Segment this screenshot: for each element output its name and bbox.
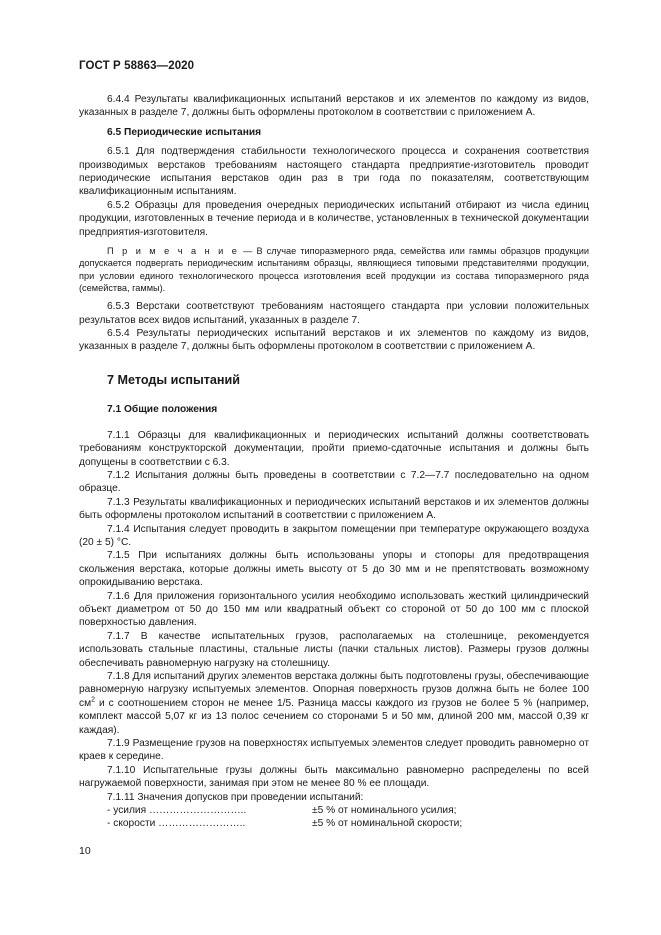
page-number: 10 <box>79 845 91 857</box>
paragraph-7-1-10: 7.1.10 Испытательные грузы должны быть максимально равномерно распределены по всей нагружаемой поверхности, занимая при этом не менее 80 % ее площади. <box>79 764 589 790</box>
paragraph-6-5-1: 6.5.1 Для подтверждения стабильности технологического процесса и сохранения соответствия производимых верстаков требованиям настоящего стандарта предприятие-изготовитель проводит периодические испытания верстаков один раз в три года по показателям, соответствующим квалификационным испытаниям. <box>79 146 589 198</box>
tolerance-row-force <box>107 804 589 817</box>
note <box>79 245 589 294</box>
paragraph-7-1-8-part-a: 7.1.8 Для испытаний других элементов верстака должны быть подготовлены грузы, обеспечивающие равномерную нагрузку испытуемых элементов. Опорная поверхность грузов должна быть не более 100 см <box>79 671 589 709</box>
chapter-heading-7: 7 Методы испытаний <box>107 372 240 387</box>
paragraph-6-4-4: 6.4.4 Результаты квалификационных испытаний верстаков и их элементов по каждому из видов, указанных в разделе 7, должны быть оформлены протоколом в соответствии с приложением А. <box>79 94 589 119</box>
tolerance-key: - скорости …………………….. <box>107 818 246 830</box>
note-text: — В случае типоразмерного ряда, семейства или гаммы образцов продукции допускается подвергать периодическим испытаниям образцы, являющиеся типовыми представителями продукции, при условии единого технологического процесса изготовления всей продукции из состава типоразмерного ряда (семейства, гаммы). <box>79 246 589 293</box>
tolerance-row-speed <box>107 817 589 830</box>
paragraph-7-1-2: 7.1.2 Испытания должны быть проведены в соответствии с 7.2—7.7 последовательно на одном образце. <box>79 469 589 495</box>
paragraph-6-5-2: 6.5.2 Образцы для проведения очередных периодических испытаний отбирают из числа единиц продукции, изготовленных в течение периода и в количестве, установленных в технической документации предприятия-изготовителя. <box>79 199 589 238</box>
tolerance-value: ±5 % от номинального усилия; <box>312 805 457 817</box>
paragraph-7-1-3: 7.1.3 Результаты квалификационных и периодических испытаний верстаков и их элементов должны быть оформлены протоколом испытаний в соответствии с приложением А. <box>79 496 589 522</box>
paragraph-7-1-11: 7.1.11 Значения допусков при проведении испытаний: <box>107 791 364 803</box>
paragraph-6-5-3: 6.5.3 Верстаки соответствуют требованиям настоящего стандарта при условии положительных результатов всех видов испытаний, указанных в разделе 7. <box>79 301 589 326</box>
paragraph-7-1-5: 7.1.5 При испытаниях должны быть использованы упоры и стопоры для предотвращения скольжения верстака, которые должны иметь высоту от 5 до 30 мм и не препятствовать возможному опрокидыванию верстака. <box>79 550 589 589</box>
paragraph-7-1-8-part-b: и с соотношением сторон не менее 1/5. Разница массы каждого из грузов не более 5 % (например, комплект массой 5,07 кг из 13 полос сечением со сторонами 5 и 50 мм, длиной 200 мм, массой 0,39 кг каждая). <box>79 697 589 736</box>
paragraph-7-1-4: 7.1.4 Испытания следует проводить в закрытом помещении при температуре окружающего воздуха (20 ± 5) °С. <box>79 523 589 548</box>
note-label: П р и м е ч а н и е <box>107 246 240 257</box>
tolerance-value: ±5 % от номинальной скорости; <box>312 818 463 830</box>
paragraph-7-1-7: 7.1.7 В качестве испытательных грузов, располагаемых на столешнице, рекомендуется использовать стальные пластины, стальные листы (пачки стальных листов). Размеры грузов должны обеспечивать равномерную нагрузку на столешницу. <box>79 630 589 669</box>
paragraph-6-5-4: 6.5.4 Результаты периодических испытаний верстаков и их элементов по каждому из видов, указанных в разделе 7, должны быть оформлены протоколом в соответствии с приложением А. <box>79 328 589 353</box>
paragraph-7-1-1: 7.1.1 Образцы для квалификационных и периодических испытаний должны соответствовать требованиям конструкторской документации, пройти приемо-сдаточные испытания и должны быть допущены в соответствии с 6.3. <box>79 429 589 468</box>
tolerance-key: - усилия ……………………….. <box>107 805 247 817</box>
document-header: ГОСТ Р 58863—2020 <box>79 60 195 72</box>
paragraph-7-1-8 <box>79 670 589 737</box>
superscript-2: 2 <box>91 696 96 704</box>
section-heading-7-1: 7.1 Общие положения <box>107 404 218 416</box>
paragraph-7-1-6: 7.1.6 Для приложения горизонтального усилия необходимо использовать жесткий цилиндрический объект диаметром от 50 до 150 мм или квадратный объект со стороной от 50 до 100 мм с плоской поверхностью давления. <box>79 590 589 629</box>
paragraph-7-1-9: 7.1.9 Размещение грузов на поверхностях испытуемых элементов следует проводить равномерно от краев к середине. <box>79 738 589 763</box>
section-heading-6-5: 6.5 Периодические испытания <box>107 126 262 138</box>
page-content <box>79 93 589 831</box>
